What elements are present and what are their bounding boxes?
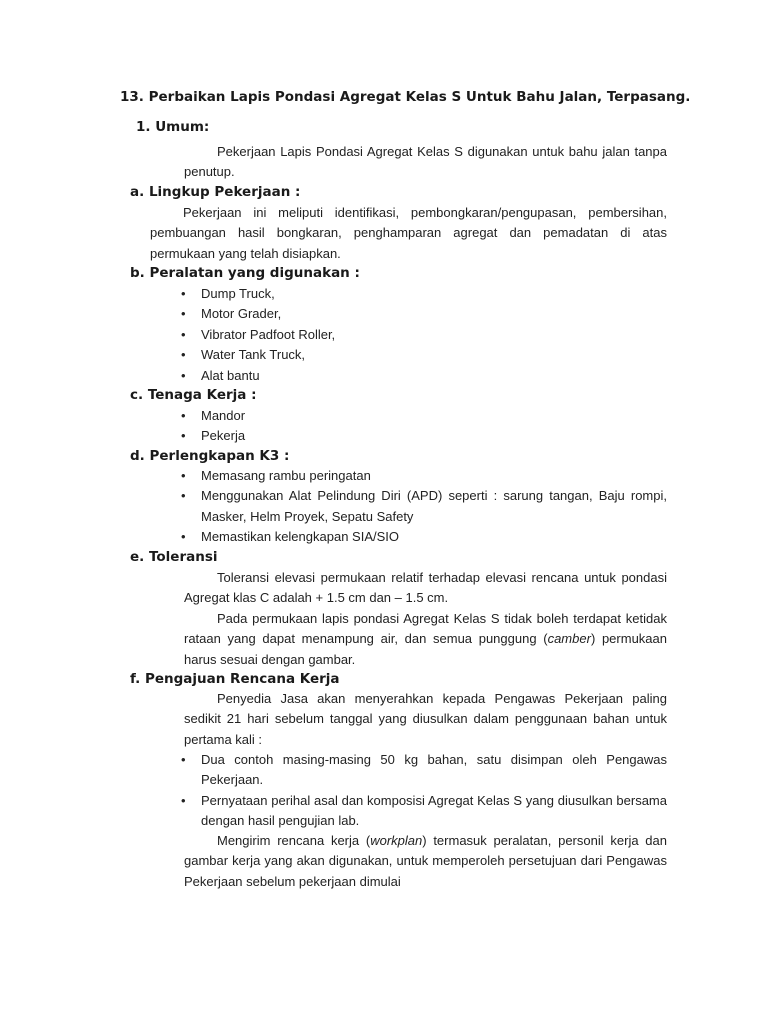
section-f-heading: f. Pengajuan Rencana Kerja [130, 671, 340, 687]
section-a-text: Pekerjaan ini meliputi identifikasi, pembongkaran/pengupasan, pembersihan, pembuangan hasil bongkaran, penghamparan agregat dan pemadatan di atas permukaan yang telah disiapkan. [150, 205, 667, 261]
section-b-heading: b. Peralatan yang digunakan : [130, 265, 360, 281]
list-item: • Memastikan kelengkapan SIA/SIO [181, 527, 667, 547]
section-e-paragraph-1: Toleransi elevasi permukaan relatif terhadap elevasi rencana untuk pondasi Agregat klas C adalah + 1.5 cm dan – 1.5 cm. [184, 570, 667, 606]
section-e-heading: e. Toleransi [130, 549, 218, 565]
k3-list [181, 466, 667, 548]
list-item: • Pekerja [181, 426, 667, 446]
section-e-paragraph-2 [184, 609, 667, 670]
submission-list [181, 750, 667, 832]
section-a-heading: a. Lingkup Pekerjaan : [130, 184, 301, 200]
list-item: • Alat bantu [181, 366, 667, 386]
list-item: • Mandor [181, 406, 667, 426]
section-f-intro: Penyedia Jasa akan menyerahkan kepada Pengawas Pekerjaan paling sedikit 21 hari sebelum tanggal yang diusulkan dalam penggunaan bahan untuk pertama kali : [184, 691, 667, 747]
document-title: 13. Perbaikan Lapis Pondasi Agregat Kelas S Untuk Bahu Jalan, Terpasang. [120, 89, 691, 105]
workplan-term: workplan [370, 833, 423, 848]
section-umum-text: Pekerjaan Lapis Pondasi Agregat Kelas S digunakan untuk bahu jalan tanpa penutup. [184, 144, 667, 180]
section-umum-heading: 1. Umum: [136, 119, 210, 135]
text-span: Pada permukaan lapis pondasi Agregat Kelas S tidak boleh terdapat ketidak rataan yang dapat menampung air, dan semua punggung ( [184, 611, 667, 647]
text-span: Mengirim rencana kerja ( [217, 833, 371, 848]
section-c-heading: c. Tenaga Kerja : [130, 387, 257, 403]
list-item: • Memasang rambu peringatan [181, 466, 667, 486]
camber-term: camber [547, 631, 591, 647]
equipment-list [181, 284, 667, 386]
list-item: • Motor Grader, [181, 304, 667, 324]
list-item: • Pernyataan perihal asal dan komposisi Agregat Kelas S yang diusulkan bersama dengan hasil pengujian lab. [181, 791, 667, 832]
text-span: ) permukaan harus sesuai dengan gambar. [184, 631, 667, 667]
list-item: • Dua contoh masing-masing 50 kg bahan, satu disimpan oleh Pengawas Pekerjaan. [181, 750, 667, 791]
workforce-list [181, 406, 667, 447]
list-item: • Menggunakan Alat Pelindung Diri (APD) seperti : sarung tangan, Baju rompi, Masker, Helm Proyek, Sepatu Safety [181, 486, 667, 527]
list-item: • Dump Truck, [181, 284, 667, 304]
list-item: • Water Tank Truck, [181, 345, 667, 365]
text-span: ) termasuk peralatan, personil kerja dan gambar kerja yang akan digunakan, untuk memperoleh persetujuan dari Pengawas Pekerjaan sebelum pekerjaan dimulai [184, 833, 667, 889]
section-d-heading: d. Perlengkapan K3 : [130, 448, 290, 464]
list-item: • Vibrator Padfoot Roller, [181, 325, 667, 345]
section-f-closing [184, 831, 667, 892]
